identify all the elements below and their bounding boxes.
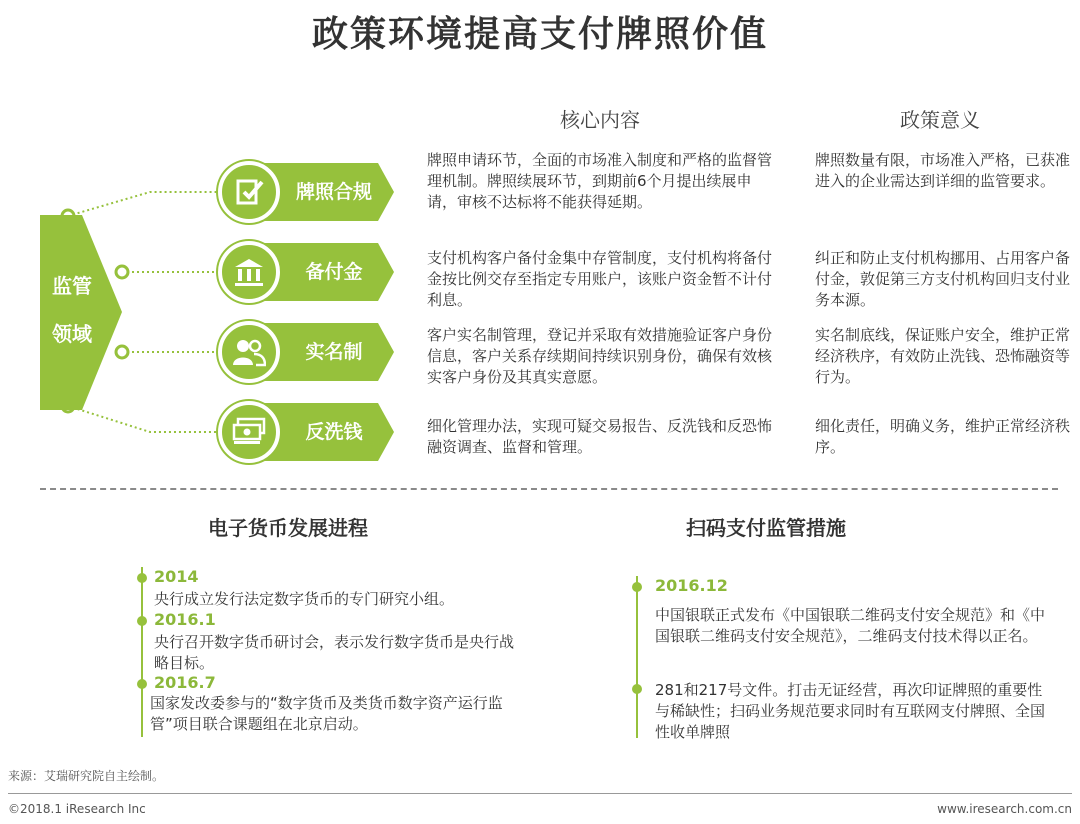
section-divider — [40, 488, 1058, 490]
cash-icon — [218, 401, 280, 463]
ecny-heading: 电子货币发展进程 — [208, 516, 368, 540]
badge-label: 备付金 — [305, 261, 363, 283]
timeline-dot — [137, 573, 147, 583]
badge-label: 反洗钱 — [305, 421, 363, 443]
meaning-reserve: 纠正和防止支付机构挪用、占用客户备付金，敦促第三方支付机构回归支付业务本源。 — [815, 249, 1071, 309]
footer-copyright: ©2018.1 iResearch Inc — [8, 802, 146, 816]
timeline-dot — [137, 679, 147, 689]
timeline-dot — [137, 616, 147, 626]
timeline-year: 2016.7 — [154, 673, 216, 692]
license-check-icon — [218, 161, 280, 223]
timeline-text: 281和217号文件。打击无证经营，再次印证牌照的重要性与稀缺性；扫码业务规范要求同时有互联网支付牌照、全国性收单牌照 — [655, 681, 1046, 741]
page-title: 政策环境提高支付牌照价值 — [311, 14, 768, 55]
timeline-dot — [632, 582, 642, 592]
badge-reserve — [218, 241, 396, 303]
footer-divider — [8, 793, 1072, 794]
core-reserve: 支付机构客户备付金集中存管制度，支付机构将备付金按比例交存至指定专用账户，该账户资金暂不计付利息。 — [427, 249, 773, 309]
badge-label: 牌照合规 — [295, 181, 372, 203]
column-header-core: 核心内容 — [560, 108, 640, 132]
source-note: 来源：艾瑞研究院自主绘制。 — [8, 769, 165, 783]
bank-building-icon — [218, 241, 280, 303]
meaning-aml: 细化责任，明确义务，维护正常经济秩序。 — [815, 417, 1071, 456]
badge-aml — [218, 401, 396, 463]
timeline-text: 中国银联正式发布《中国银联二维码支付安全规范》和《中国银联二维码支付安全规范》，二维码支付技术得以正名。 — [655, 606, 1046, 645]
footer-website: www.iresearch.com.cn — [937, 802, 1072, 816]
timeline-text: 央行召开数字货币研讨会，表示发行数字货币是央行战略目标。 — [154, 633, 515, 672]
domain-chevron — [40, 215, 122, 410]
core-aml: 细化管理办法，实现可疑交易报告、反洗钱和反恐怖融资调查、监督和管理。 — [427, 417, 773, 456]
qr-timeline-line — [636, 576, 638, 738]
timeline-text: 国家发改委参与的“数字货币及类货币数字资产运行监管”项目联合课题组在北京启动。 — [150, 694, 503, 733]
users-icon — [218, 321, 280, 383]
badge-realname — [218, 321, 396, 383]
badge-license — [218, 161, 396, 223]
timeline-year: 2016.12 — [655, 576, 728, 595]
meaning-license: 牌照数量有限，市场准入严格，已获准进入的企业需达到详细的监管要求。 — [815, 151, 1071, 190]
core-license: 牌照申请环节，全面的市场准入制度和严格的监督管理机制。牌照续展环节，到期前6个月提出续展申请，审核不达标将不能获得延期。 — [427, 151, 773, 211]
badge-label: 实名制 — [305, 341, 363, 363]
meaning-realname: 实名制底线，保证账户安全，维护正常经济秩序，有效防止洗钱、恐怖融资等行为。 — [815, 326, 1071, 386]
core-realname: 客户实名制管理，登记并采取有效措施验证客户身份信息，客户关系存续期间持续识别身份，确保有效核实客户身份及其真实意愿。 — [427, 326, 773, 386]
domain-label-line1: 监管 — [52, 274, 92, 298]
domain-label-line2: 领域 — [52, 322, 92, 346]
timeline-year: 2014 — [154, 567, 199, 586]
ecny-timeline-line — [141, 567, 143, 737]
qr-heading: 扫码支付监管措施 — [686, 516, 846, 540]
timeline-year: 2016.1 — [154, 610, 216, 629]
timeline-dot — [632, 684, 642, 694]
timeline-text: 央行成立发行法定数字货币的专门研究小组。 — [154, 590, 455, 608]
column-header-meaning: 政策意义 — [900, 108, 980, 132]
